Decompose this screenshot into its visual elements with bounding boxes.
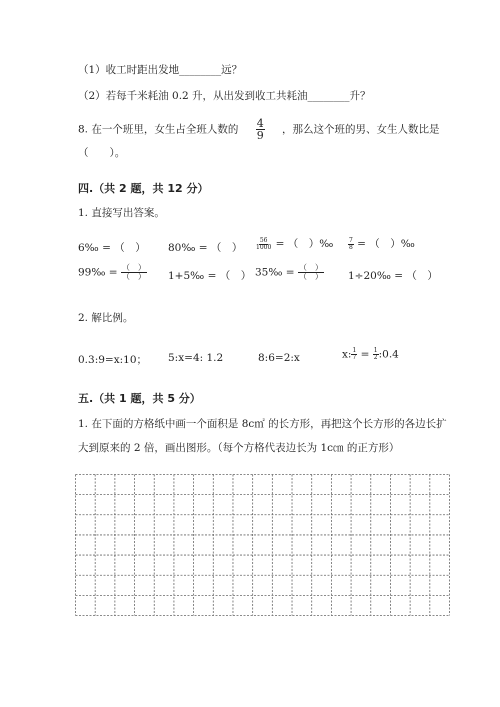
frac-num: 1	[352, 347, 357, 354]
frac-num: （ ）	[298, 263, 323, 272]
calc-item-5-fraction	[121, 264, 147, 281]
proportion-3: 8:6=2:x	[258, 352, 300, 364]
proportion-1: 0.3:9=x:10；	[78, 354, 148, 366]
calc-item-5	[78, 264, 147, 281]
calc-item-5-head: 99‰ =	[78, 266, 121, 279]
calc-item-3-fraction	[255, 238, 272, 251]
section4-heading: 四.（共 2 题，共 12 分）	[78, 182, 209, 195]
frac-den: 1000	[256, 243, 272, 251]
calc-item-2: 80‰ = （ ）	[168, 242, 243, 254]
q8-prefix: 8. 在一个班里，女生占全班人数的	[78, 123, 239, 136]
s4-q2-title: 2. 解比例。	[78, 312, 134, 324]
frac-den: 8	[349, 243, 353, 251]
calc-item-7	[255, 264, 324, 281]
prop4-a: x:	[342, 348, 352, 361]
q8-line1	[78, 118, 440, 141]
frac-den: 7	[352, 354, 357, 361]
calc-item-3	[255, 236, 333, 251]
q8-suffix: ，那么这个班的男、女生人数比是	[282, 123, 440, 136]
q7-part2: （2）若每千米耗油 0.2 升，从出发到收工共耗油________升？	[78, 90, 371, 102]
calc-item-7-fraction	[298, 264, 324, 281]
calc-item-8: 1÷20‰ = （ ）	[348, 270, 438, 282]
frac-num: 1	[373, 347, 378, 354]
frac-den: （ ）	[298, 272, 323, 281]
frac-num: （ ）	[121, 263, 146, 272]
calc-item-3-tail: = （ ）‰	[272, 238, 334, 250]
q8-fraction	[256, 118, 265, 141]
calc-item-7-head: 35‰ =	[255, 266, 298, 279]
frac-num: 7	[349, 236, 353, 244]
q8-frac-den: 9	[256, 129, 264, 142]
calc-item-4	[348, 236, 415, 251]
calc-item-6: 1+5‰ = （ ）	[168, 270, 252, 282]
calc-item-1: 6‰ = （ ）	[78, 242, 146, 254]
frac-den: 2	[373, 354, 378, 361]
q8-frac-num: 4	[256, 117, 264, 130]
q7-part1: （1）收工时距出发地________远？	[78, 64, 243, 76]
s5-q1-line1: 1. 在下面的方格纸中画一个面积是 8c㎡ 的长方形，再把这个长方形的各边长扩	[78, 418, 447, 430]
s4-q1-title: 1. 直接写出答案。	[78, 207, 165, 219]
s5-q1-line2: 大到原来的 2 倍，画出图形。（每个方格代表边长为 1c㎝ 的正方形）	[78, 442, 400, 454]
section5-heading: 五.（共 1 题，共 5 分）	[78, 392, 201, 405]
q8-line2: （ ）。	[78, 147, 126, 159]
proportion-4	[342, 348, 399, 361]
frac-num: 56	[259, 236, 268, 244]
prop4-tail: :0.4	[378, 348, 399, 361]
frac-den: （ ）	[121, 272, 146, 281]
proportion-2: 5:x=4: 1.2	[168, 352, 224, 364]
prop4-eq: =	[357, 348, 373, 361]
square-grid[interactable]	[75, 474, 450, 616]
calc-item-4-tail: = （ ）‰	[353, 238, 415, 250]
